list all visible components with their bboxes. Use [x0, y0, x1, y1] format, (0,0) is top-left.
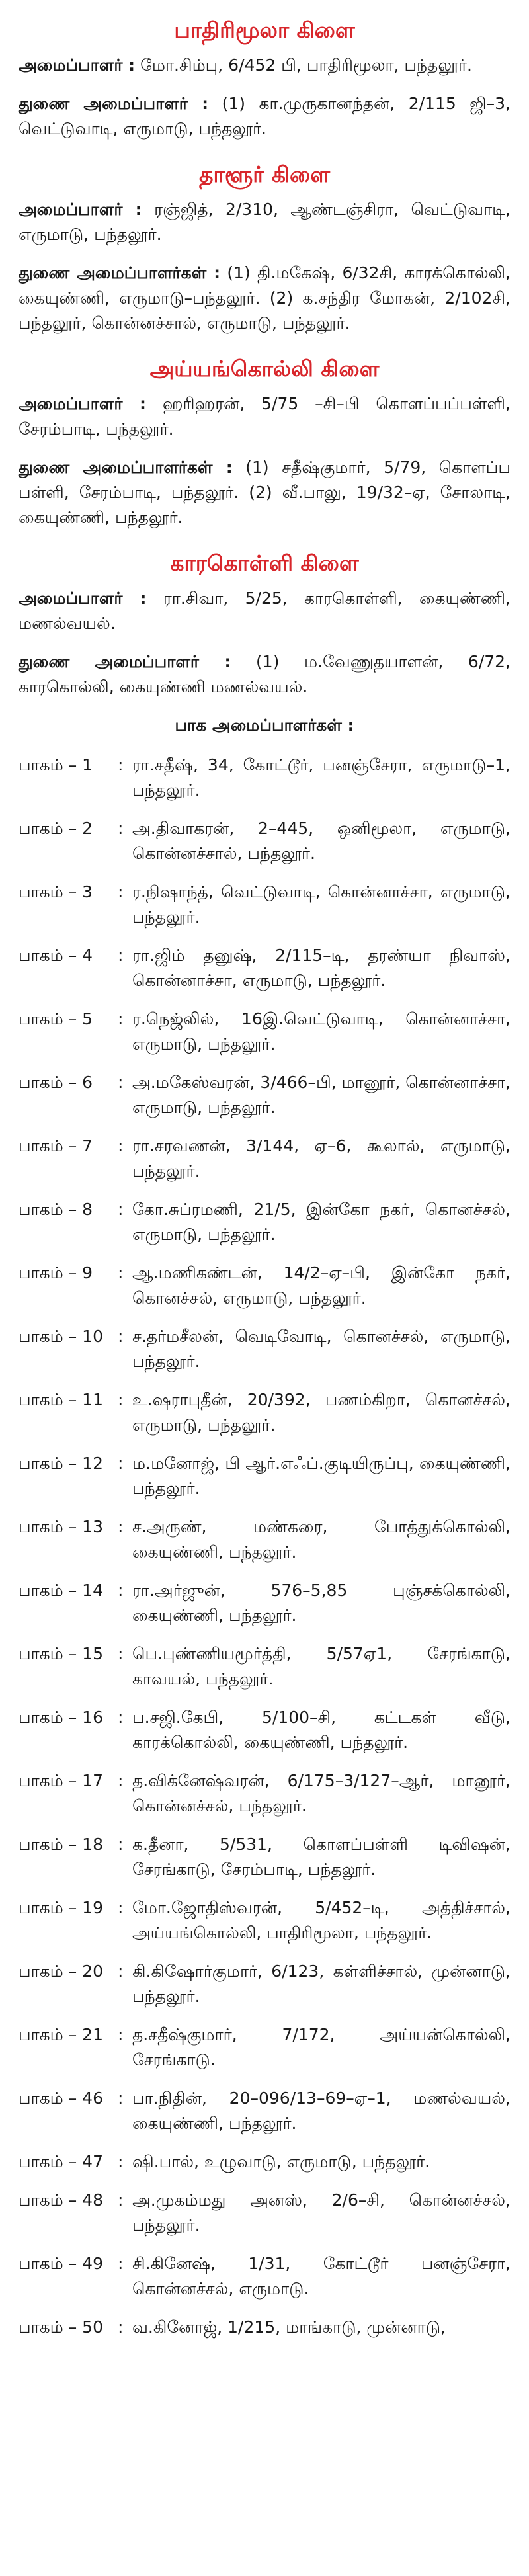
part-row	[19, 2315, 510, 2340]
deputy-details: (1) சதீஷ்குமார், 5/79, கொளப்ப பள்ளி, சேரம்பாடி, பந்தலூர். (2) வீ.பாலு, 19/32–ஏ, சோலாடி, கையுண்ணி, பந்தலூர்.	[19, 458, 510, 527]
part-separator: :	[118, 1581, 124, 1600]
part-label: பாகம் – 19	[19, 1898, 103, 1917]
part-separator: :	[118, 1390, 124, 1409]
part-row	[19, 816, 510, 866]
deputy-entry	[19, 91, 510, 142]
part-details: ரா.சரவணன், 3/144, ஏ–6, கூலால், எருமாடு, பந்தலூர்.	[132, 1136, 510, 1181]
part-label: பாகம் – 3	[19, 882, 93, 901]
part-row	[19, 1895, 510, 1946]
deputy-details: (1) ம.வேணுதயாளன், 6/72, காரகொல்லி, கையுண்ணி மணல்வயல்.	[19, 652, 511, 696]
part-label: பாகம் – 47	[19, 2152, 103, 2171]
part-details: ஆ.மணிகண்டன், 14/2–ஏ–பி, இன்கோ நகர், கொனச்சல், எருமாடு, பந்தலூர்.	[132, 1263, 510, 1308]
part-row	[19, 1832, 510, 1882]
part-row	[19, 943, 510, 993]
part-row	[19, 2251, 510, 2302]
part-label: பாகம் – 18	[19, 1835, 103, 1854]
part-details: உ.ஷராபுதீன், 20/392, பணம்கிறா, கொனச்சல், எருமாடு, பந்தலூர்.	[132, 1390, 510, 1434]
part-label: பாகம் – 2	[19, 819, 93, 838]
part-label: பாகம் – 9	[19, 1263, 93, 1282]
secretary-details: ரஞ்ஜித், 2/310, ஆண்டஞ்சிரா, வெட்டுவாடி, எருமாடு, பந்தலூர்.	[19, 200, 510, 244]
deputy-label: துணை அமைப்பாளர் :	[19, 94, 209, 113]
part-row	[19, 1261, 510, 1311]
branch-heading: தாளூர் கிளை	[199, 161, 330, 187]
part-organizers-title: பாக அமைப்பாளர்கள் :	[175, 716, 354, 735]
part-separator: :	[118, 882, 124, 901]
part-separator: :	[118, 819, 124, 838]
part-separator: :	[118, 1454, 124, 1473]
part-details: அ.முகம்மது அனஸ், 2/6–சி, கொன்னச்சல், பந்தலூர்.	[132, 2190, 510, 2235]
part-label: பாகம் – 1	[19, 755, 93, 774]
part-row	[19, 1388, 510, 1438]
branch-heading: பாதிரிமூலா கிளை	[174, 17, 355, 43]
part-row	[19, 1768, 510, 1819]
part-row	[19, 1515, 510, 1565]
part-label: பாகம் – 10	[19, 1327, 103, 1346]
part-separator: :	[118, 1263, 124, 1282]
secretary-label: அமைப்பாளர் :	[19, 394, 147, 413]
branch-section-pathirimoola	[19, 11, 510, 142]
part-label: பாகம் – 13	[19, 1517, 103, 1536]
secretary-details: ஹரிஹரன், 5/75 –சி–பி கொளப்பப்பள்ளி, சேரம்பாடி, பந்தலூர்.	[19, 394, 510, 438]
part-row	[19, 1070, 510, 1120]
part-separator: :	[118, 755, 124, 774]
part-label: பாகம் – 14	[19, 1581, 103, 1600]
branch-section-ayyankolli	[19, 349, 510, 530]
part-label: பாகம் – 12	[19, 1454, 103, 1473]
deputy-entry	[19, 261, 510, 336]
part-details: ர.நெஜ்லில், 16இ.வெட்டுவாடி, கொன்னாச்சா, எருமாடு, பந்தலூர்.	[132, 1009, 510, 1054]
secretary-entry	[19, 197, 510, 247]
part-row	[19, 880, 510, 930]
branch-heading: அய்யங்கொல்லி கிளை	[149, 356, 380, 382]
part-label: பாகம் – 15	[19, 1644, 103, 1663]
part-row	[19, 1959, 510, 2009]
part-separator: :	[118, 2254, 124, 2273]
part-row	[19, 2149, 510, 2175]
part-row	[19, 1197, 510, 1247]
secretary-details: மோ.சிம்பு, 6/452 பி, பாதிரிமூலா, பந்தலூர்.	[140, 56, 472, 75]
part-details: த.சதீஷ்குமார், 7/172, அய்யன்கொல்லி, சேரங்காடு.	[132, 2025, 510, 2069]
part-details: ச.தர்மசீலன், வெடிவோடி, கொனச்சல், எருமாடு, பந்தலூர்.	[132, 1327, 510, 1371]
part-details: ப.சஜி.கேபி, 5/100–சி, கட்டகள் வீடு, காரக்கொல்லி, கையுண்ணி, பந்தலூர்.	[132, 1708, 510, 1752]
part-details: த.விக்னேஷ்வரன், 6/175–3/127–ஆர், மானூர், கொன்னச்சல், பந்தலூர்.	[132, 1771, 510, 1815]
part-separator: :	[118, 946, 124, 965]
part-row	[19, 2188, 510, 2238]
deputy-entry	[19, 649, 510, 700]
deputy-label: துணை அமைப்பாளர்கள் :	[19, 458, 233, 477]
part-details: ரா.சதீஷ், 34, கோட்டூர், பனஞ்சேரா, எருமாடு–1, பந்தலூர்.	[132, 755, 510, 800]
part-label: பாகம் – 8	[19, 1200, 93, 1219]
part-row	[19, 753, 510, 803]
deputy-entry	[19, 455, 510, 530]
secretary-details: ரா.சிவா, 5/25, காரகொள்ளி, கையுண்ணி, மணல்வயல்.	[19, 589, 510, 633]
part-label: பாகம் – 5	[19, 1009, 93, 1028]
part-separator: :	[118, 1644, 124, 1663]
part-separator: :	[118, 2089, 124, 2108]
part-separator: :	[118, 1898, 124, 1917]
part-row	[19, 2022, 510, 2073]
part-row	[19, 1007, 510, 1057]
secretary-entry	[19, 586, 510, 636]
secretary-entry	[19, 53, 510, 78]
secretary-label: அமைப்பாளர் :	[19, 200, 142, 219]
part-details: மோ.ஜோதிஸ்வரன், 5/452–டி, அத்திச்சால், அய்யங்கொல்லி, பாதிரிமூலா, பந்தலூர்.	[132, 1898, 510, 1942]
secretary-label: அமைப்பாளர் :	[19, 56, 136, 75]
deputy-label: துணை அமைப்பாளர் :	[19, 652, 231, 671]
part-row	[19, 1641, 510, 1692]
part-separator: :	[118, 1771, 124, 1790]
part-row	[19, 1451, 510, 1501]
part-details: க.தீனா, 5/531, கொளப்பள்ளி டிவிஷன், சேரங்காடு, சேரம்பாடி, பந்தலூர்.	[132, 1835, 510, 1879]
part-separator: :	[118, 1200, 124, 1219]
part-details: ச.அருண், மண்கரை, போத்துக்கொல்லி, கையுண்ணி, பந்தலூர்.	[132, 1517, 510, 1561]
part-separator: :	[118, 1009, 124, 1028]
part-separator: :	[118, 1962, 124, 1981]
part-row	[19, 1324, 510, 1374]
part-details: கி.கிஷோர்குமார், 6/123, கள்ளிச்சால், முன்னாடு, பந்தலூர்.	[132, 1962, 510, 2006]
part-row	[19, 2086, 510, 2136]
part-row	[19, 1705, 510, 1755]
part-label: பாகம் – 6	[19, 1073, 93, 1092]
part-organizers-list	[19, 753, 510, 2340]
part-details: சி.கினேஷ், 1/31, கோட்டூர் பனஞ்சேரா, கொன்னச்சல், எருமாடு.	[132, 2254, 510, 2298]
deputy-details: (1) கா.முருகானந்தன், 2/115 ஜி–3, வெட்டுவாடி, எருமாடு, பந்தலூர்.	[19, 94, 510, 138]
branch-section-karakolli	[19, 544, 510, 700]
part-details: அ.திவாகரன், 2–445, ஒனிமூலா, எருமாடு, கொன்னச்சால், பந்தலூர்.	[132, 819, 510, 863]
part-details: ரா.ஜிம் தனுஷ், 2/115–டி, தரண்யா நிவாஸ், கொன்னாச்சா, எருமாடு, பந்தலூர்.	[132, 946, 510, 990]
part-separator: :	[118, 2152, 124, 2171]
part-details: பெ.புண்ணியமூர்த்தி, 5/57ஏ1, சேரங்காடு, காவயல், பந்தலூர்.	[132, 1644, 510, 1688]
part-details: ம.மனோஜ், பி ஆர்.எஃப்.குடியிருப்பு, கையுண்ணி, பந்தலூர்.	[132, 1454, 510, 1498]
branch-heading: காரகொள்ளி கிளை	[170, 550, 359, 576]
part-separator: :	[118, 2025, 124, 2044]
part-separator: :	[118, 1517, 124, 1536]
secretary-entry	[19, 392, 510, 442]
secretary-label: அமைப்பாளர் :	[19, 589, 147, 608]
part-label: பாகம் – 48	[19, 2190, 103, 2210]
part-label: பாகம் – 46	[19, 2089, 103, 2108]
part-label: பாகம் – 7	[19, 1136, 93, 1155]
part-separator: :	[118, 1073, 124, 1092]
part-label: பாகம் – 21	[19, 2025, 103, 2044]
part-details: அ.மகேஸ்வரன், 3/466–பி, மானூர், கொன்னாச்சா, எருமாடு, பந்தலூர்.	[132, 1073, 510, 1117]
part-separator: :	[118, 2190, 124, 2210]
part-details: ர.நிஷாந்த், வெட்டுவாடி, கொன்னாச்சா, எருமாடு, பந்தலூர்.	[132, 882, 510, 927]
part-details: ஷி.பால், உழுவாடு, எருமாடு, பந்தலூர்.	[132, 2152, 430, 2171]
part-label: பாகம் – 16	[19, 1708, 103, 1727]
part-separator: :	[118, 1136, 124, 1155]
part-label: பாகம் – 49	[19, 2254, 103, 2273]
part-separator: :	[118, 1835, 124, 1854]
part-details: ரா.அர்ஜுன், 576–5,85 புஞ்சக்கொல்லி, கையுண்ணி, பந்தலூர்.	[132, 1581, 510, 1625]
part-details: வ.கினோஜ், 1/215, மாங்காடு, முன்னாடு,	[132, 2317, 446, 2337]
part-label: பாகம் – 20	[19, 1962, 103, 1981]
part-separator: :	[118, 1708, 124, 1727]
branch-section-thaloor	[19, 155, 510, 336]
part-separator: :	[118, 2317, 124, 2337]
part-label: பாகம் – 4	[19, 946, 93, 965]
deputy-details: (1) தி.மகேஷ், 6/32சி, காரக்கொல்லி, கையுண்ணி, எருமாடு–பந்தலூர். (2) க.சந்திர மோகன், 2/102சி, பந்தலூர், கொன்னச்சால், எருமாடு, பந்தலூர்.	[19, 263, 510, 333]
part-separator: :	[118, 1327, 124, 1346]
part-row	[19, 1134, 510, 1184]
part-label: பாகம் – 11	[19, 1390, 103, 1409]
part-label: பாகம் – 50	[19, 2317, 103, 2337]
part-details: கோ.சுப்ரமணி, 21/5, இன்கோ நகர், கொனச்சல், எருமாடு, பந்தலூர்.	[132, 1200, 510, 1244]
part-row	[19, 1578, 510, 1628]
part-details: பா.நிதின், 20–096/13–69–ஏ–1, மணல்வயல், கையுண்ணி, பந்தலூர்.	[132, 2089, 510, 2133]
deputy-label: துணை அமைப்பாளர்கள் :	[19, 263, 221, 282]
part-label: பாகம் – 17	[19, 1771, 103, 1790]
